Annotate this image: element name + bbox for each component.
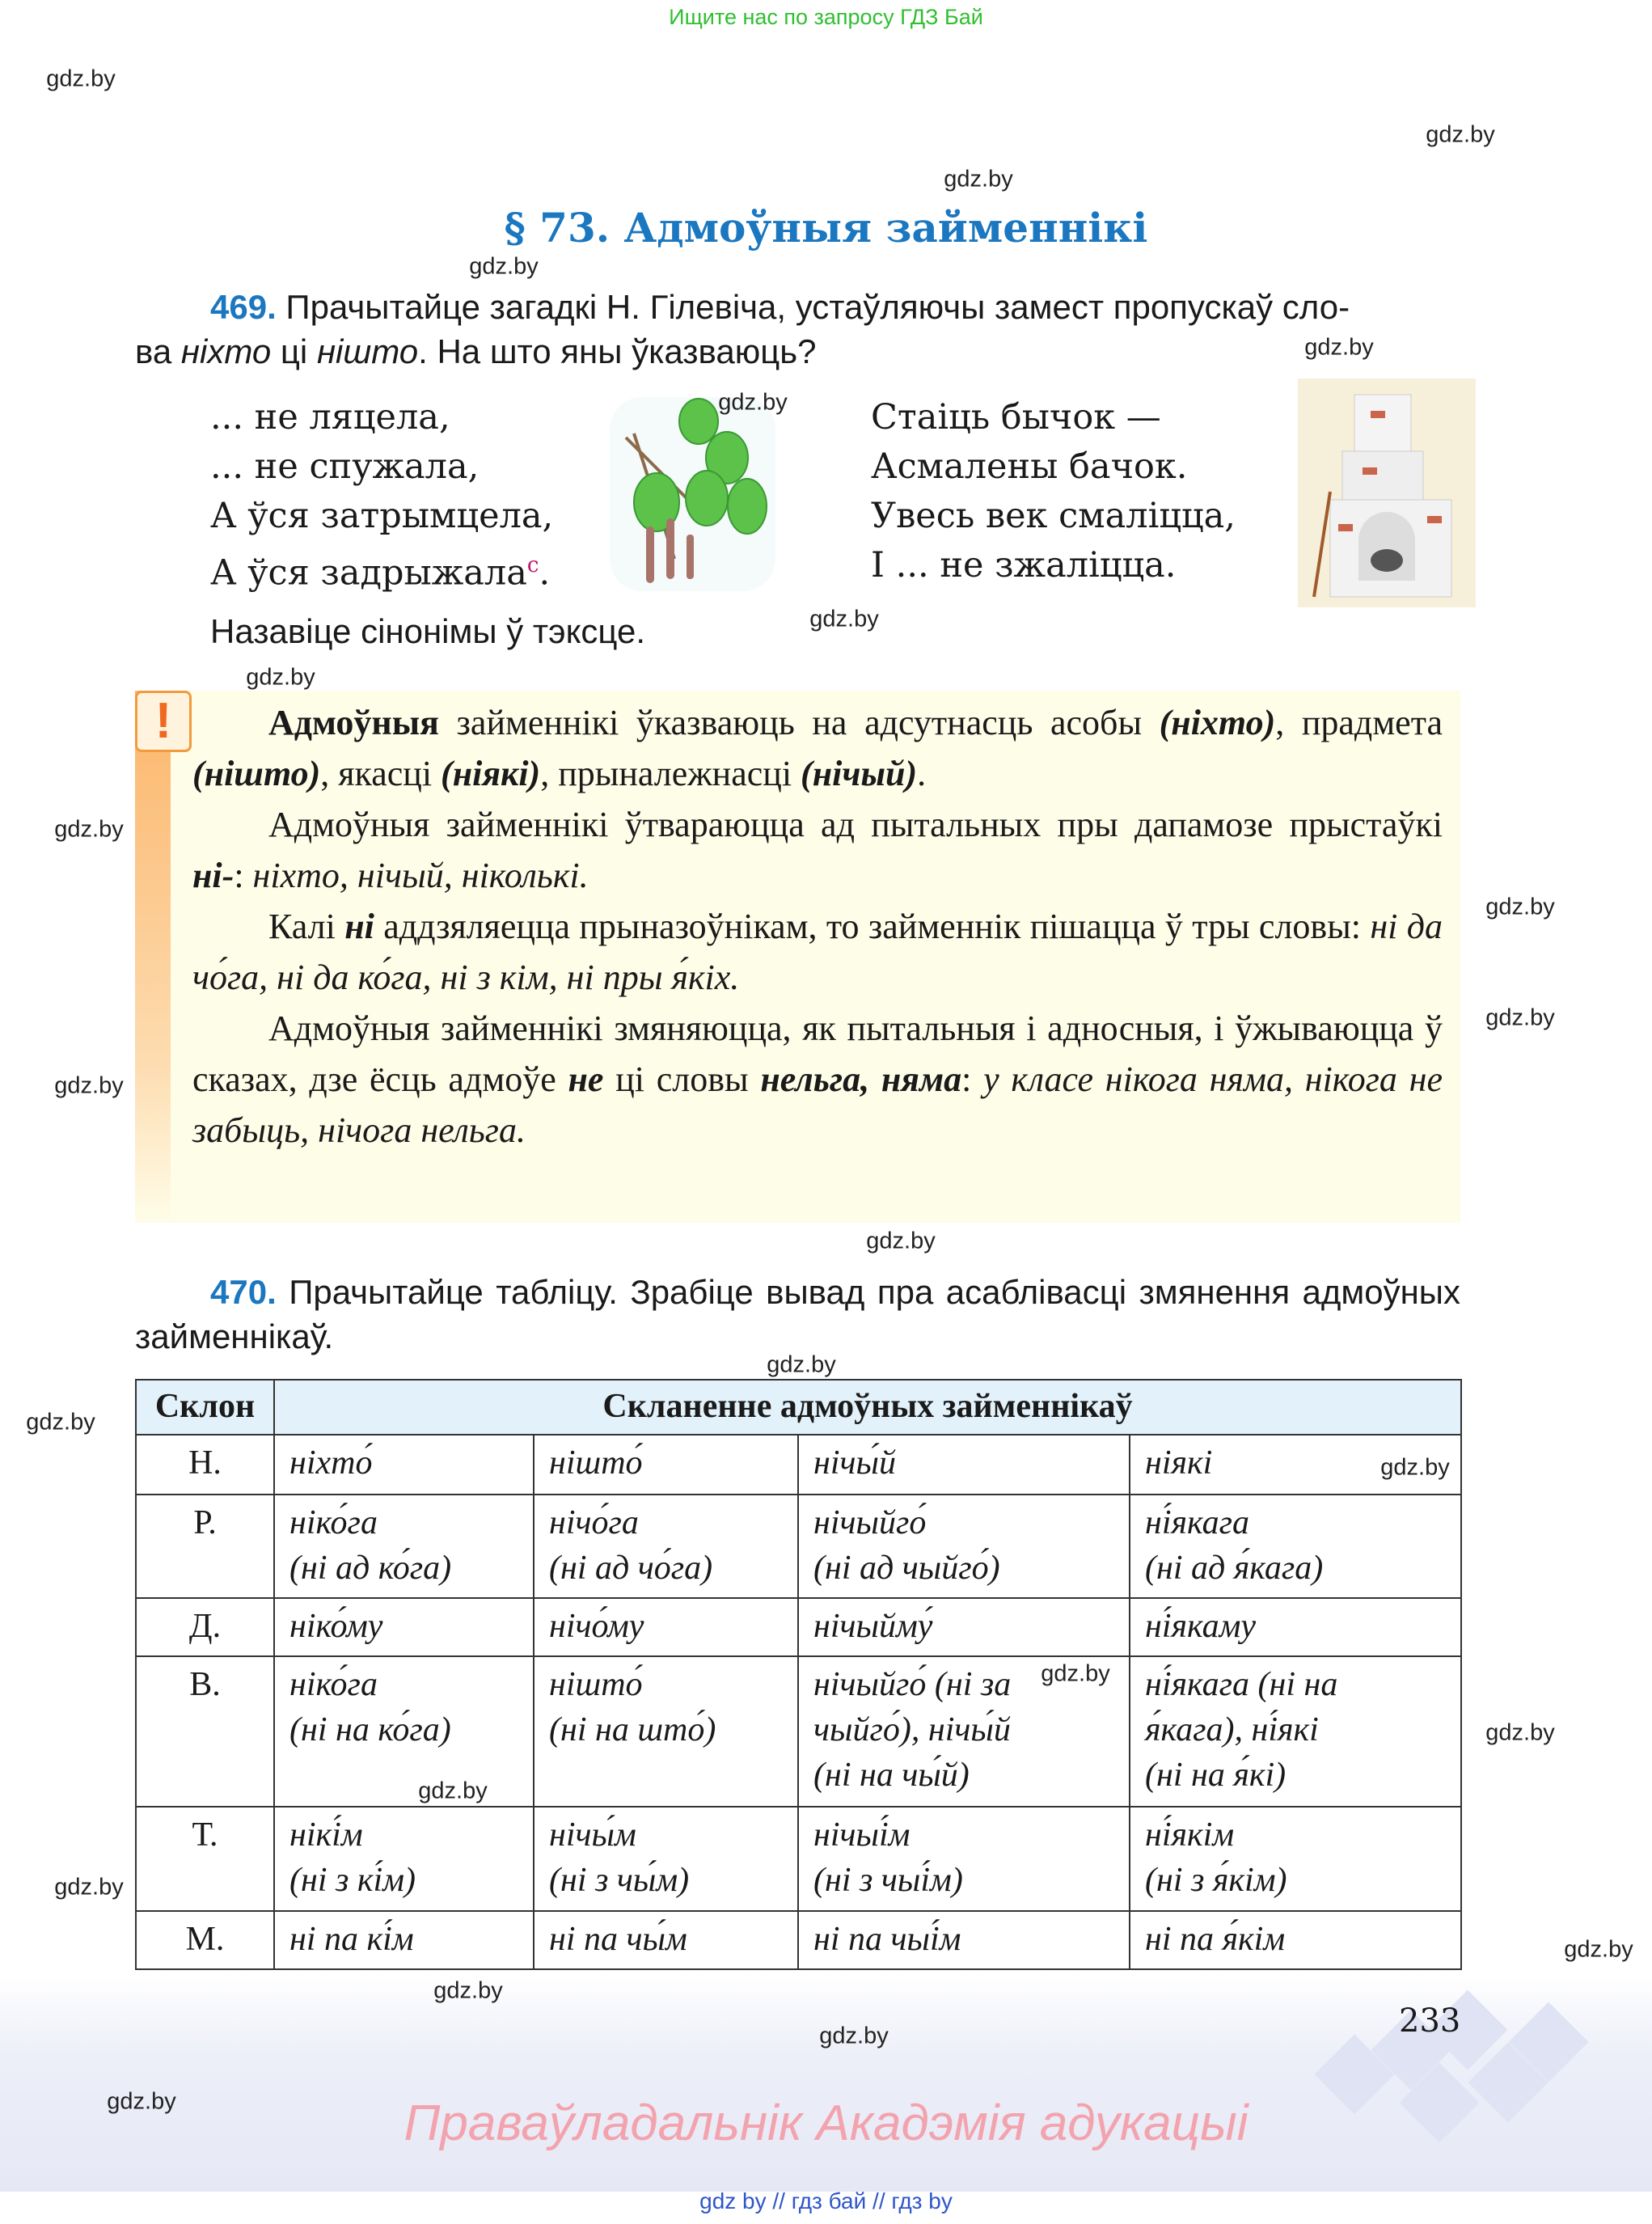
exercise-text: Прачытайце загадкі Н. Гілевіча, устаўляючы замест пропускаў сло- [276, 288, 1350, 326]
case-cell: М. [136, 1911, 274, 1969]
poem-line: А ўся затрымцела, [210, 496, 554, 536]
particle: ні [344, 907, 374, 946]
exercise-text: ва [135, 332, 181, 370]
word: ніхто [180, 332, 272, 370]
form-cell: нічо́му [534, 1598, 798, 1656]
rule-paragraph [192, 1003, 1443, 1156]
example: (ніякі) [441, 754, 541, 793]
watermark: gdz.by [54, 1874, 124, 1901]
watermark: gdz.by [54, 816, 124, 843]
table-row [136, 1911, 1461, 1969]
form-cell: нічыйго́ (ні за чыйго́), нічы́й (ні на чы́й) [798, 1656, 1130, 1807]
word: нішто [316, 332, 419, 370]
example: (ніхто) [1159, 703, 1276, 742]
example: ніхто, нічый, нікольк [252, 856, 570, 895]
exercise-number: 469. [210, 288, 277, 326]
poem-line: І ... не зжаліцца. [871, 545, 1177, 586]
watermark: gdz.by [469, 253, 539, 280]
form-cell: ні́якага (ні на я́кага), ні́які (ні на я́кі) [1130, 1656, 1461, 1807]
form-cell: ні́якага (ні ад я́кага) [1130, 1495, 1461, 1598]
poem-line: ... не спужала, [210, 446, 480, 487]
watermark: gdz.by [433, 1977, 503, 2004]
exercise-469 [135, 285, 1460, 374]
rule-text [192, 697, 1443, 1156]
form-cell: ніко́га (ні на ко́га) [274, 1656, 534, 1807]
exercise-text: . На што яны ўказваюць? [418, 332, 817, 370]
example: (нішто) [192, 754, 321, 793]
watermark: gdz.by [1380, 1454, 1450, 1481]
form-cell: ніякі [1130, 1435, 1461, 1495]
exclamation-icon: ! [135, 691, 192, 752]
term: Адмоўныя [268, 703, 439, 742]
text: займеннікі ўказваюць на адсутнасць асобы [438, 703, 1160, 742]
text: Адмоўныя займеннікі змяняюцца, як пытальныя і адносныя, і ўжываюцца ў сказах, дзе ёсць адмоўе [192, 1008, 1443, 1099]
form-cell: ні́якаму [1130, 1598, 1461, 1656]
header-case: Склон [136, 1380, 274, 1435]
example: у класе нікога няма, нікога не забыць, нічога нельга. [192, 1059, 1443, 1150]
watermark: gdz.by [767, 1351, 836, 1378]
watermark: gdz.by [46, 66, 116, 92]
copyright-owner: Праваўладальнік Акадэмія адукацыі [403, 2095, 1249, 2151]
text: , якасці [320, 754, 442, 793]
stove-image [1298, 378, 1476, 607]
poem-line: А ўся задрыжала [210, 552, 527, 594]
footer-links[interactable]: gdz by // гдз бай // гдз by [699, 2188, 953, 2213]
text: : [234, 856, 253, 895]
watermark: gdz.by [1564, 1936, 1633, 1963]
watermark: gdz.by [819, 2023, 889, 2049]
form-cell: нічыйго́ (ні ад чыйго́) [798, 1495, 1130, 1598]
form-cell: нічо́га (ні ад чо́га) [534, 1495, 798, 1598]
text: аддзяляецца прыназоўнікам, то займеннік пішацца ў тры словы: [374, 907, 1371, 946]
watermark: gdz.by [809, 606, 879, 632]
text: , прадмета [1275, 703, 1443, 742]
rule-paragraph [192, 901, 1443, 1003]
watermark: gdz.by [1485, 1004, 1555, 1031]
particle: не [568, 1059, 604, 1099]
declension-table [135, 1379, 1462, 1970]
case-cell: Д. [136, 1598, 274, 1656]
example: ні да чо́га, ні да ко́га, ні з кім, ні пры я́кіх. [192, 907, 1443, 997]
punctuation: . [539, 552, 551, 594]
watermark: gdz.by [1041, 1660, 1110, 1687]
watermark: gdz.by [944, 166, 1013, 192]
form-cell: ні па я́кім [1130, 1911, 1461, 1969]
watermark: gdz.by [1304, 334, 1374, 361]
watermark: gdz.by [1485, 1719, 1555, 1746]
form-cell: ні па кі́м [274, 1911, 534, 1969]
text: Адмоўныя займеннікі ўтвараюцца ад пытальных пры дапамозе прыстаўкі [268, 805, 1443, 844]
table-row [136, 1598, 1461, 1656]
page-number: 233 [1399, 2002, 1461, 2040]
form-cell: ні па чы́м [534, 1911, 798, 1969]
table-header [136, 1380, 1461, 1435]
exercise-text: Прачытайце табліцу. Зрабіце вывад пра асаблівасці змянення адмоўных займеннікаў. [135, 1273, 1460, 1355]
watermark: gdz.by [418, 1778, 488, 1804]
rule-box-strip [135, 691, 171, 1223]
text: ці словы [603, 1059, 761, 1099]
table-row [136, 1435, 1461, 1495]
header-declension: Скланенне адмоўных займеннікаў [274, 1380, 1461, 1435]
poem-line: ... не ляцела, [210, 397, 450, 438]
watermark: gdz.by [718, 389, 788, 416]
rule-paragraph [192, 799, 1443, 901]
example: (нічый) [801, 754, 918, 793]
prefix: ні- [192, 856, 234, 895]
form-cell: ні́якім (ні з я́кім) [1130, 1807, 1461, 1911]
text: Калі [268, 907, 345, 946]
exercise-469-task: Назавіце сінонімы ў тэксце. [210, 612, 646, 650]
text: : [961, 1059, 984, 1099]
example: і. [569, 856, 589, 895]
form-cell: нікі́м (ні з кі́м) [274, 1807, 534, 1911]
watermark: gdz.by [246, 664, 315, 691]
table-row [136, 1656, 1461, 1807]
form-cell: ніко́га (ні ад ко́га) [274, 1495, 534, 1598]
watermark: gdz.by [54, 1072, 124, 1099]
rule-paragraph [192, 697, 1443, 799]
watermark: gdz.by [107, 2088, 176, 2115]
form-cell: нічыйму́ [798, 1598, 1130, 1656]
watermark: gdz.by [26, 1409, 95, 1435]
case-cell: Р. [136, 1495, 274, 1598]
watermark: gdz.by [1485, 894, 1555, 920]
form-cell: нічыі́м (ні з чыі́м) [798, 1807, 1130, 1911]
case-cell: В. [136, 1656, 274, 1807]
form-cell: нішто́ (ні на што́) [534, 1656, 798, 1807]
watermark: gdz.by [866, 1228, 936, 1254]
words: нельга, няма [760, 1059, 962, 1099]
poem-line: Асмалены бачок. [871, 446, 1188, 487]
page-title: § 73. Адмоўныя займеннікі [504, 204, 1148, 252]
form-cell: нішто́ [534, 1435, 798, 1495]
top-banner-link[interactable]: Ищите нас по запросу ГДЗ Бай [669, 5, 983, 29]
form-cell: ніко́му [274, 1598, 534, 1656]
form-cell: ні па чыі́м [798, 1911, 1130, 1969]
table-row [136, 1807, 1461, 1911]
text: . [917, 754, 927, 793]
exercise-number: 470. [210, 1273, 277, 1311]
form-cell: ніхто́ [274, 1435, 534, 1495]
riddle-1 [210, 393, 553, 598]
poem-line: Стаіць бычок — [871, 397, 1161, 438]
poem-line: Увесь век смаліцца, [871, 496, 1236, 536]
watermark: gdz.by [1426, 121, 1495, 148]
case-cell: Т. [136, 1807, 274, 1911]
birch-branch-image [610, 397, 775, 591]
exercise-text: ці [271, 332, 317, 370]
table-row [136, 1495, 1461, 1598]
exercise-470 [135, 1270, 1460, 1359]
form-cell: нічы́й [798, 1435, 1130, 1495]
riddle-2 [871, 393, 1236, 590]
form-cell: нічы́м (ні з чы́м) [534, 1807, 798, 1911]
case-cell: Н. [136, 1435, 274, 1495]
footnote-mark: с [526, 553, 539, 577]
text: , прыналежнасці [540, 754, 801, 793]
